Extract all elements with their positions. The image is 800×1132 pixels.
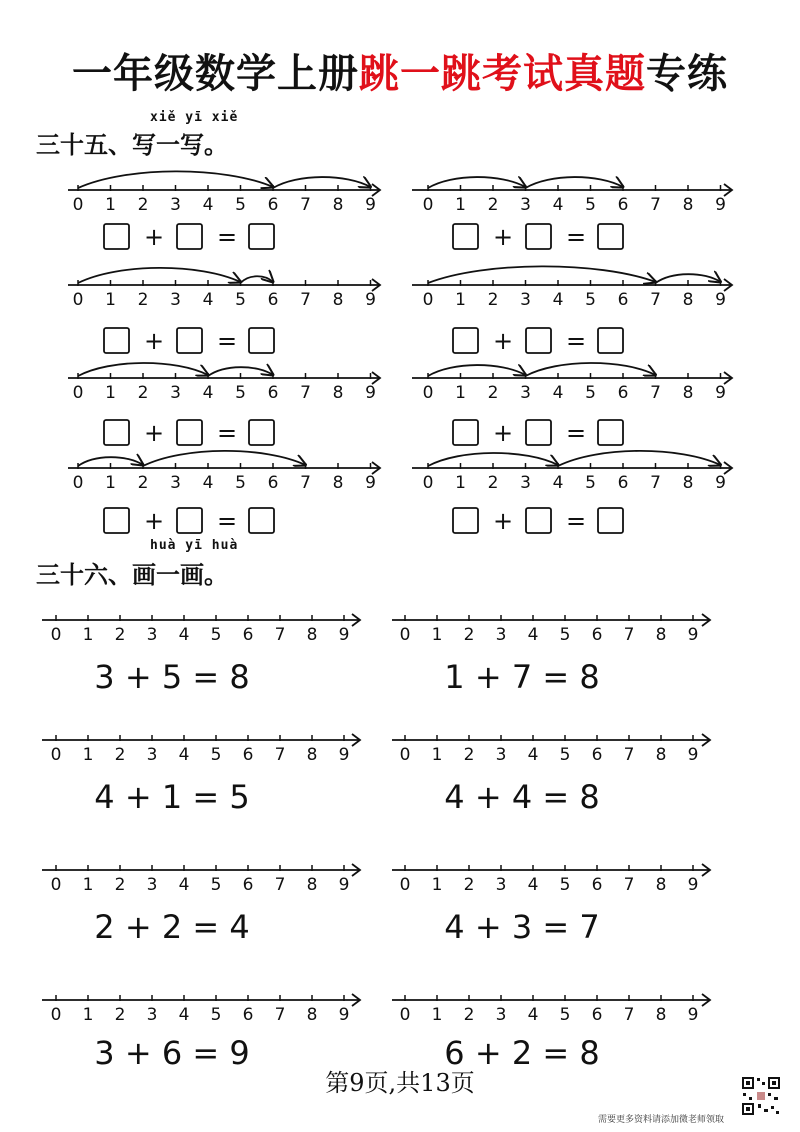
jump-arc (241, 276, 274, 283)
number-line-label: 5 (210, 1005, 222, 1025)
number-line-label: 1 (431, 875, 443, 895)
number-line-label: 2 (114, 1005, 126, 1025)
number-line-label: 6 (617, 383, 629, 403)
number-line-label: 6 (242, 625, 254, 645)
number-line-label: 7 (300, 195, 311, 215)
equals-sign: = (565, 419, 587, 447)
number-line-label: 3 (520, 383, 531, 403)
number-line-label: 0 (422, 290, 434, 310)
equation-text: 3 + 5 = 8 (94, 658, 250, 696)
number-line-label: 1 (431, 1005, 443, 1025)
answer-box (249, 224, 274, 249)
number-line-label: 3 (495, 745, 507, 765)
qr-note: 需要更多资料请添加微老师领取 (598, 1115, 725, 1125)
number-line-label: 1 (82, 875, 94, 895)
number-line-label: 3 (520, 290, 531, 310)
jump-arc (428, 365, 526, 376)
equals-sign: = (216, 419, 238, 447)
number-line-label: 8 (682, 383, 694, 403)
number-line-label: 4 (178, 625, 190, 645)
answer-box (598, 420, 623, 445)
number-line-label: 4 (552, 383, 564, 403)
number-line-label: 4 (552, 195, 564, 215)
number-line-label: 7 (650, 195, 661, 215)
number-line-label: 7 (623, 625, 635, 645)
number-line-label: 5 (235, 290, 246, 310)
number-line-label: 7 (650, 383, 661, 403)
number-line-label: 7 (650, 473, 661, 493)
jump-arc (78, 268, 241, 283)
number-line-label: 9 (365, 473, 376, 493)
number-line-label: 1 (431, 745, 443, 765)
number-line-label: 7 (300, 473, 311, 493)
number-line-label: 3 (520, 195, 531, 215)
number-line-label: 0 (50, 1005, 62, 1025)
number-line-label: 9 (715, 195, 726, 215)
number-line-label: 1 (82, 625, 94, 645)
number-line-label: 1 (455, 473, 466, 493)
number-line-label: 3 (146, 745, 158, 765)
number-line-label: 3 (146, 625, 158, 645)
jump-arc (428, 266, 656, 283)
number-line-label: 1 (82, 1005, 94, 1025)
answer-box (104, 420, 129, 445)
plus-sign: + (143, 507, 165, 535)
answer-box (526, 224, 551, 249)
title-highlight: 跳一跳考试真题 (359, 51, 646, 97)
equals-sign: = (565, 327, 587, 355)
equals-sign: = (216, 223, 238, 251)
section35-pinyin: xiě yī xiě (150, 110, 239, 125)
number-line-label: 8 (655, 1005, 667, 1025)
number-line-label: 7 (274, 625, 286, 645)
number-line-label: 2 (487, 195, 499, 215)
number-line-label: 9 (338, 1005, 350, 1025)
answer-box (177, 420, 202, 445)
answer-box (104, 224, 129, 249)
equation-text: 4 + 3 = 7 (444, 908, 600, 946)
equals-sign: = (565, 223, 587, 251)
number-line-label: 1 (431, 625, 443, 645)
jump-arc (558, 451, 721, 466)
number-line-label: 3 (495, 625, 507, 645)
number-line-label: 0 (50, 875, 62, 895)
number-line-label: 6 (267, 383, 279, 403)
number-line-label: 8 (306, 625, 318, 645)
number-line-label: 8 (332, 383, 344, 403)
jump-arc (273, 177, 371, 188)
number-line-label: 6 (267, 290, 279, 310)
number-line-label: 5 (559, 625, 571, 645)
answer-box (104, 328, 129, 353)
number-line-label: 4 (178, 745, 190, 765)
number-line-label: 1 (455, 383, 466, 403)
number-line-label: 3 (170, 290, 181, 310)
answer-box (249, 420, 274, 445)
answer-box (598, 224, 623, 249)
answer-box (177, 224, 202, 249)
number-line-label: 5 (235, 383, 246, 403)
number-line-label: 3 (146, 1005, 158, 1025)
number-line-label: 2 (114, 625, 126, 645)
plus-sign: + (492, 327, 514, 355)
number-line-label: 4 (178, 1005, 190, 1025)
number-line-label: 3 (495, 875, 507, 895)
number-line-label: 6 (242, 875, 254, 895)
number-line-label: 5 (559, 875, 571, 895)
number-line-label: 0 (399, 1005, 411, 1025)
number-line-label: 0 (72, 290, 84, 310)
number-line-label: 4 (202, 290, 214, 310)
answer-box (526, 328, 551, 353)
number-line-label: 7 (623, 875, 635, 895)
equals-sign: = (565, 507, 587, 535)
page-footer: 第9页,共13页 (325, 1069, 475, 1097)
number-line-label: 7 (274, 745, 286, 765)
number-line-label: 8 (306, 1005, 318, 1025)
plus-sign: + (143, 419, 165, 447)
equation-text: 2 + 2 = 4 (94, 908, 250, 946)
number-line-label: 6 (267, 473, 279, 493)
number-line-label: 8 (655, 875, 667, 895)
number-line-label: 3 (146, 875, 158, 895)
answer-box (249, 328, 274, 353)
number-line-label: 6 (242, 745, 254, 765)
number-line-label: 0 (72, 195, 84, 215)
number-line-label: 1 (455, 195, 466, 215)
number-line-label: 0 (50, 625, 62, 645)
number-line-label: 5 (585, 290, 596, 310)
answer-box (249, 508, 274, 533)
number-line-label: 0 (50, 745, 62, 765)
number-line-label: 2 (487, 383, 499, 403)
number-line-label: 8 (682, 473, 694, 493)
jump-arc (143, 451, 306, 466)
number-line-label: 1 (105, 473, 116, 493)
number-line-label: 5 (585, 473, 596, 493)
number-line-label: 2 (114, 745, 126, 765)
number-line-label: 0 (422, 383, 434, 403)
number-line-label: 9 (687, 1005, 699, 1025)
number-line-label: 9 (338, 745, 350, 765)
number-line-label: 8 (682, 290, 694, 310)
answer-box (526, 420, 551, 445)
number-line-label: 8 (332, 290, 344, 310)
number-line-label: 5 (585, 383, 596, 403)
number-line-label: 2 (137, 383, 149, 403)
number-line-label: 6 (617, 473, 629, 493)
number-line-label: 5 (559, 1005, 571, 1025)
section36-pinyin: huà yī huà (150, 538, 239, 553)
number-line-label: 6 (267, 195, 279, 215)
number-line-label: 2 (114, 875, 126, 895)
number-line-label: 0 (399, 625, 411, 645)
equals-sign: = (216, 327, 238, 355)
number-line-label: 9 (715, 473, 726, 493)
number-line-label: 8 (332, 195, 344, 215)
number-line-label: 6 (617, 290, 629, 310)
equation-text: 1 + 7 = 8 (444, 658, 600, 696)
number-line-label: 2 (137, 290, 149, 310)
number-line-label: 4 (527, 875, 539, 895)
plus-sign: + (143, 327, 165, 355)
number-line-label: 0 (422, 473, 434, 493)
equation-text: 3 + 6 = 9 (94, 1034, 250, 1072)
section36-heading: 三十六、画一画。 (36, 561, 228, 589)
number-line-label: 2 (137, 473, 149, 493)
title-suffix: 专练 (646, 51, 728, 97)
number-line-label: 7 (274, 875, 286, 895)
number-line-label: 1 (105, 290, 116, 310)
number-line-label: 1 (105, 383, 116, 403)
number-line-label: 2 (487, 473, 499, 493)
number-line-label: 2 (487, 290, 499, 310)
section35-heading: 三十五、写一写。 (36, 131, 228, 159)
number-line-label: 9 (715, 290, 726, 310)
number-line-label: 3 (520, 473, 531, 493)
equation-text: 4 + 4 = 8 (444, 778, 600, 816)
number-line-label: 7 (300, 290, 311, 310)
plus-sign: + (492, 507, 514, 535)
number-line-label: 2 (463, 875, 475, 895)
number-line-label: 5 (235, 195, 246, 215)
number-line-label: 1 (455, 290, 466, 310)
number-line-label: 1 (82, 745, 94, 765)
number-line-label: 7 (300, 383, 311, 403)
number-line-label: 2 (463, 1005, 475, 1025)
number-line-label: 8 (655, 745, 667, 765)
number-line-label: 4 (202, 195, 214, 215)
number-line-label: 6 (617, 195, 629, 215)
number-line-label: 7 (274, 1005, 286, 1025)
equation-text: 6 + 2 = 8 (444, 1034, 600, 1072)
answer-box (453, 420, 478, 445)
plus-sign: + (143, 223, 165, 251)
number-line-label: 4 (552, 473, 564, 493)
number-line-label: 3 (170, 473, 181, 493)
number-line-label: 8 (682, 195, 694, 215)
answer-box (453, 328, 478, 353)
plus-sign: + (492, 223, 514, 251)
number-line-label: 0 (399, 875, 411, 895)
number-line-label: 0 (399, 745, 411, 765)
number-line-label: 4 (202, 473, 214, 493)
number-line-label: 3 (170, 383, 181, 403)
number-line-label: 4 (202, 383, 214, 403)
number-line-label: 4 (552, 290, 564, 310)
number-line-label: 8 (306, 875, 318, 895)
number-line-label: 0 (72, 383, 84, 403)
answer-box (177, 328, 202, 353)
number-line-label: 8 (306, 745, 318, 765)
answer-box (598, 328, 623, 353)
jump-arc (526, 177, 624, 188)
answer-box (453, 224, 478, 249)
number-line-label: 7 (650, 290, 661, 310)
number-line-label: 3 (495, 1005, 507, 1025)
number-line-label: 4 (527, 745, 539, 765)
number-line-label: 6 (591, 625, 603, 645)
number-line-label: 4 (527, 625, 539, 645)
answer-box (104, 508, 129, 533)
number-line-label: 5 (210, 625, 222, 645)
number-line-label: 0 (72, 473, 84, 493)
plus-sign: + (492, 419, 514, 447)
number-line-label: 5 (210, 745, 222, 765)
jump-arc (428, 177, 526, 188)
number-line-label: 6 (242, 1005, 254, 1025)
number-line-label: 4 (527, 1005, 539, 1025)
number-line-label: 5 (559, 745, 571, 765)
answer-box (177, 508, 202, 533)
number-line-label: 1 (105, 195, 116, 215)
qr-code-icon (741, 1076, 781, 1116)
answer-box (598, 508, 623, 533)
number-line-label: 7 (623, 745, 635, 765)
number-line-label: 9 (687, 625, 699, 645)
number-line-label: 6 (591, 1005, 603, 1025)
number-line-label: 4 (178, 875, 190, 895)
number-line-label: 7 (623, 1005, 635, 1025)
number-line-label: 9 (365, 290, 376, 310)
number-line-label: 2 (137, 195, 149, 215)
number-line-label: 9 (715, 383, 726, 403)
answer-box (526, 508, 551, 533)
number-line-label: 6 (591, 875, 603, 895)
title-prefix: 一年级数学上册 (72, 51, 359, 97)
equals-sign: = (216, 507, 238, 535)
number-line-label: 5 (585, 195, 596, 215)
number-line-label: 9 (365, 383, 376, 403)
number-line-label: 6 (591, 745, 603, 765)
number-line-label: 2 (463, 625, 475, 645)
number-line-label: 0 (422, 195, 434, 215)
number-line-label: 9 (338, 875, 350, 895)
number-line-label: 9 (687, 875, 699, 895)
number-line-label: 3 (170, 195, 181, 215)
number-line-label: 9 (365, 195, 376, 215)
equation-text: 4 + 1 = 5 (94, 778, 250, 816)
number-line-label: 2 (463, 745, 475, 765)
answer-box (453, 508, 478, 533)
number-line-label: 5 (235, 473, 246, 493)
number-line-label: 5 (210, 875, 222, 895)
number-line-label: 8 (332, 473, 344, 493)
number-line-label: 9 (687, 745, 699, 765)
number-line-label: 9 (338, 625, 350, 645)
number-line-label: 8 (655, 625, 667, 645)
